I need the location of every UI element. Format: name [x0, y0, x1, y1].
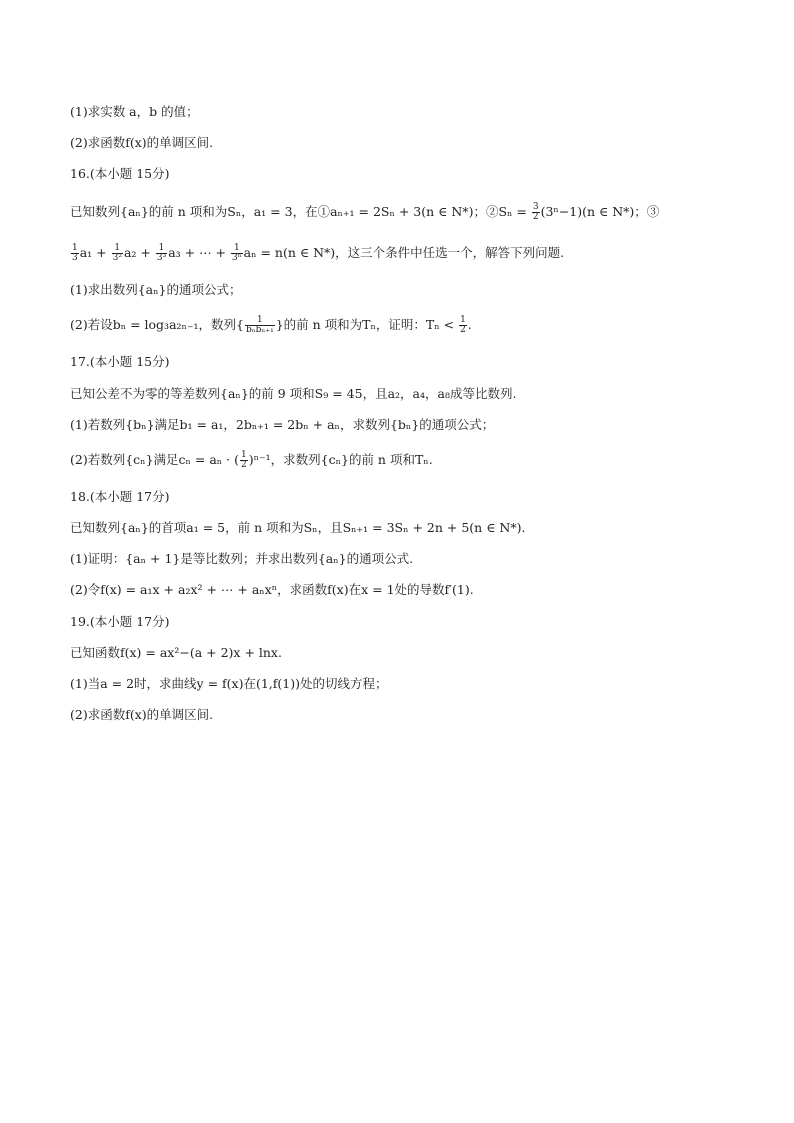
fraction — [245, 316, 275, 335]
fraction-numerator: 1 — [245, 316, 275, 326]
fraction — [231, 244, 243, 263]
text: (2)求函数f(x)的单调区间. — [70, 707, 214, 722]
text: (2)若数列{cₙ}满足cₙ = aₙ · ( — [70, 452, 240, 467]
question-16-title — [70, 165, 170, 183]
text: (2)求函数f(x)的单调区间. — [70, 135, 214, 150]
text: (1)当a = 2时，求曲线y = f(x)在(1,f(1))处的切线方程； — [70, 676, 388, 691]
text: (1)若数列{bₙ}满足b₁ = a₁，2bₙ₊₁ = 2bₙ + aₙ，求数列{bₙ}的通项公式； — [70, 417, 495, 432]
fraction — [459, 316, 467, 335]
fraction-numerator: 1 — [460, 315, 466, 325]
question-15-part-1 — [70, 103, 199, 121]
question-18-title — [70, 488, 170, 506]
text: (1)求出数列{aₙ}的通项公式； — [70, 282, 242, 297]
question-19-stem — [70, 644, 282, 662]
text: (2)若设bₙ = log₃a₂ₙ₋₁，数列{ — [70, 317, 245, 332]
question-15-part-2 — [70, 134, 213, 152]
question-18-part-1 — [70, 550, 413, 568]
question-17-stem — [70, 385, 516, 403]
text: }的前 n 项和为Tₙ，证明：Tₙ < — [275, 317, 459, 332]
text: aₙ = n(n ∈ N*)，这三个条件中任选一个，解答下列问题. — [243, 245, 565, 260]
fraction-denominator: 2 — [460, 325, 466, 335]
fraction-numerator: 1 — [241, 450, 247, 460]
question-18-stem — [70, 519, 525, 537]
text: a₁ + — [79, 245, 111, 260]
fraction-numerator: 1 — [112, 244, 123, 254]
text: 16.(本小题 15分) — [70, 166, 170, 181]
question-19-part-1 — [70, 675, 387, 693]
text: (1)求实数 a，b 的值； — [70, 104, 199, 119]
text: 已知数列{aₙ}的首项a₁ = 5，前 n 项和为Sₙ，且Sₙ₊₁ = 3Sₙ + 2n + 5(n ∈ N*). — [70, 520, 526, 535]
fraction-denominator: 3³ — [156, 253, 167, 263]
fraction-denominator: 3² — [112, 253, 122, 263]
text: (3ⁿ−1)(n ∈ N*)；③ — [540, 204, 660, 219]
text: . — [467, 317, 472, 332]
question-16-part-1 — [70, 281, 241, 299]
question-17-part-2 — [70, 451, 433, 470]
question-19-part-2 — [70, 706, 213, 724]
question-16-part-2 — [70, 316, 472, 335]
question-17-part-1 — [70, 416, 494, 434]
fraction-numerator: 1 — [156, 244, 167, 254]
text: 已知函数f(x) = ax²−(a + 2)x + lnx. — [70, 645, 282, 660]
fraction-denominator: 2 — [241, 460, 247, 470]
fraction-numerator: 3 — [532, 202, 539, 212]
text: 17.(本小题 15分) — [70, 354, 170, 369]
text: a₃ + ⋯ + — [168, 245, 231, 260]
question-19-title — [70, 613, 170, 631]
text: (1)证明：{aₙ + 1}是等比数列；并求出数列{aₙ}的通项公式. — [70, 551, 414, 566]
question-18-part-2 — [70, 581, 474, 599]
fraction-denominator: 2 — [532, 212, 539, 222]
text: 已知公差不为零的等差数列{aₙ}的前 9 项和S₉ = 45，且a₂，a₄，a₈成等比数列. — [70, 386, 517, 401]
fraction — [156, 244, 167, 263]
fraction — [71, 244, 79, 263]
text: (2)令f(x) = a₁x + a₂x² + ⋯ + aₙxⁿ，求函数f(x)在x = 1处的导数f′(1). — [70, 582, 474, 597]
question-16-stem-line-2 — [70, 244, 564, 263]
text: a₂ + — [123, 245, 155, 260]
fraction-denominator: 3ⁿ — [232, 253, 242, 263]
fraction-denominator: bₙbₙ₊₁ — [246, 325, 274, 335]
fraction-numerator: 1 — [231, 244, 243, 254]
question-17-title — [70, 353, 170, 371]
text: 19.(本小题 17分) — [70, 614, 170, 629]
fraction-numerator: 1 — [72, 243, 78, 253]
fraction — [532, 203, 540, 222]
fraction — [240, 451, 248, 470]
fraction — [112, 244, 123, 263]
text: 18.(本小题 17分) — [70, 489, 170, 504]
text: 已知数列{aₙ}的前 n 项和为Sₙ，a₁ = 3，在①aₙ₊₁ = 2Sₙ + 3(n ∈ N*)；②Sₙ = — [70, 204, 531, 219]
question-16-stem-line-1 — [70, 203, 659, 222]
fraction-denominator: 3 — [72, 253, 78, 263]
text: )ⁿ⁻¹，求数列{cₙ}的前 n 项和Tₙ. — [248, 452, 433, 467]
